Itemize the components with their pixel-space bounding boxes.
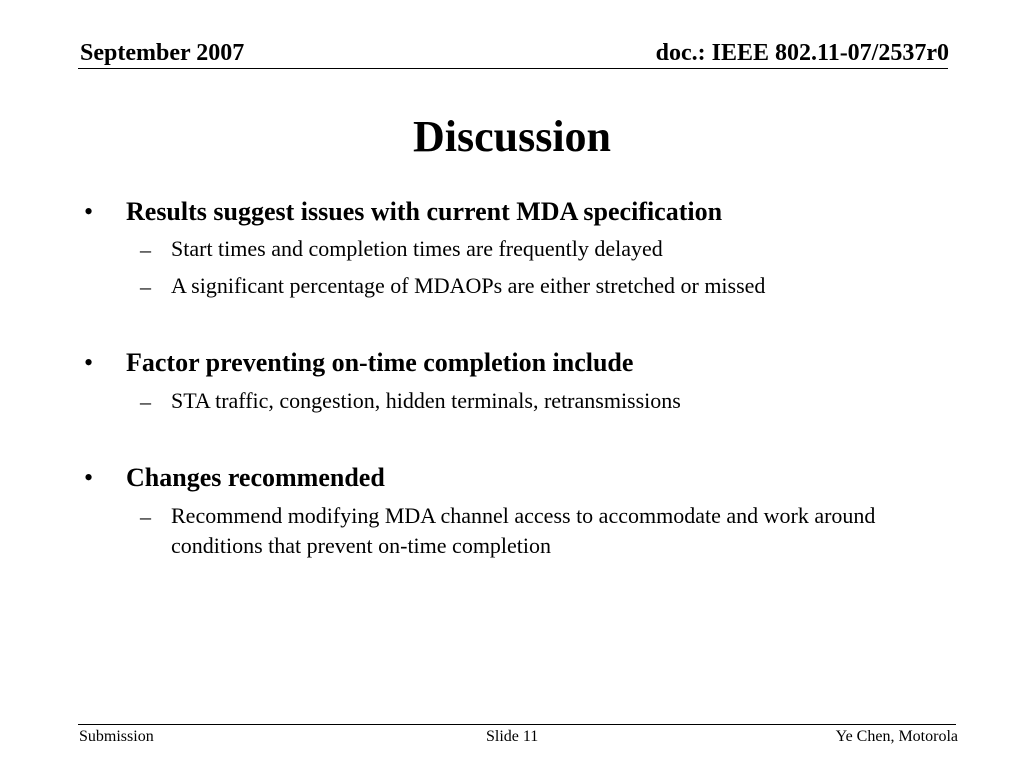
- bullet-marker: •: [84, 348, 94, 377]
- sub-bullet-text: A significant percentage of MDAOPs are either stretched or missed: [171, 273, 766, 298]
- sub-bullet-marker: –: [140, 504, 151, 529]
- bullet-text: Results suggest issues with current MDA specification: [126, 197, 723, 226]
- sub-bullet-text: Start times and completion times are frequently delayed: [171, 236, 663, 261]
- sub-bullet-marker: –: [140, 237, 151, 262]
- bullet-marker: •: [84, 463, 94, 492]
- bullet-marker: •: [84, 197, 94, 226]
- sub-bullet-marker: –: [140, 274, 151, 299]
- footer-submission: Submission: [79, 728, 154, 745]
- bullet-text: Changes recommended: [126, 463, 385, 492]
- header-doc-id: doc.: IEEE 802.11-07/2537r0: [655, 40, 949, 66]
- footer-divider: [78, 724, 956, 725]
- bullet-text: Factor preventing on-time completion include: [126, 348, 634, 377]
- sub-bullet-text: STA traffic, congestion, hidden terminals, retransmissions: [171, 388, 681, 413]
- footer-author: Ye Chen, Motorola: [835, 728, 958, 745]
- slide-title: Discussion: [412, 112, 612, 161]
- header-date: September 2007: [80, 40, 245, 66]
- header-divider: [78, 68, 948, 69]
- footer-slide-number: Slide 11: [486, 728, 539, 745]
- sub-bullet-marker: –: [140, 389, 151, 414]
- sub-bullet-text: Recommend modifying MDA channel access to accommodate and work around conditions that prevent on-time completion: [171, 503, 876, 558]
